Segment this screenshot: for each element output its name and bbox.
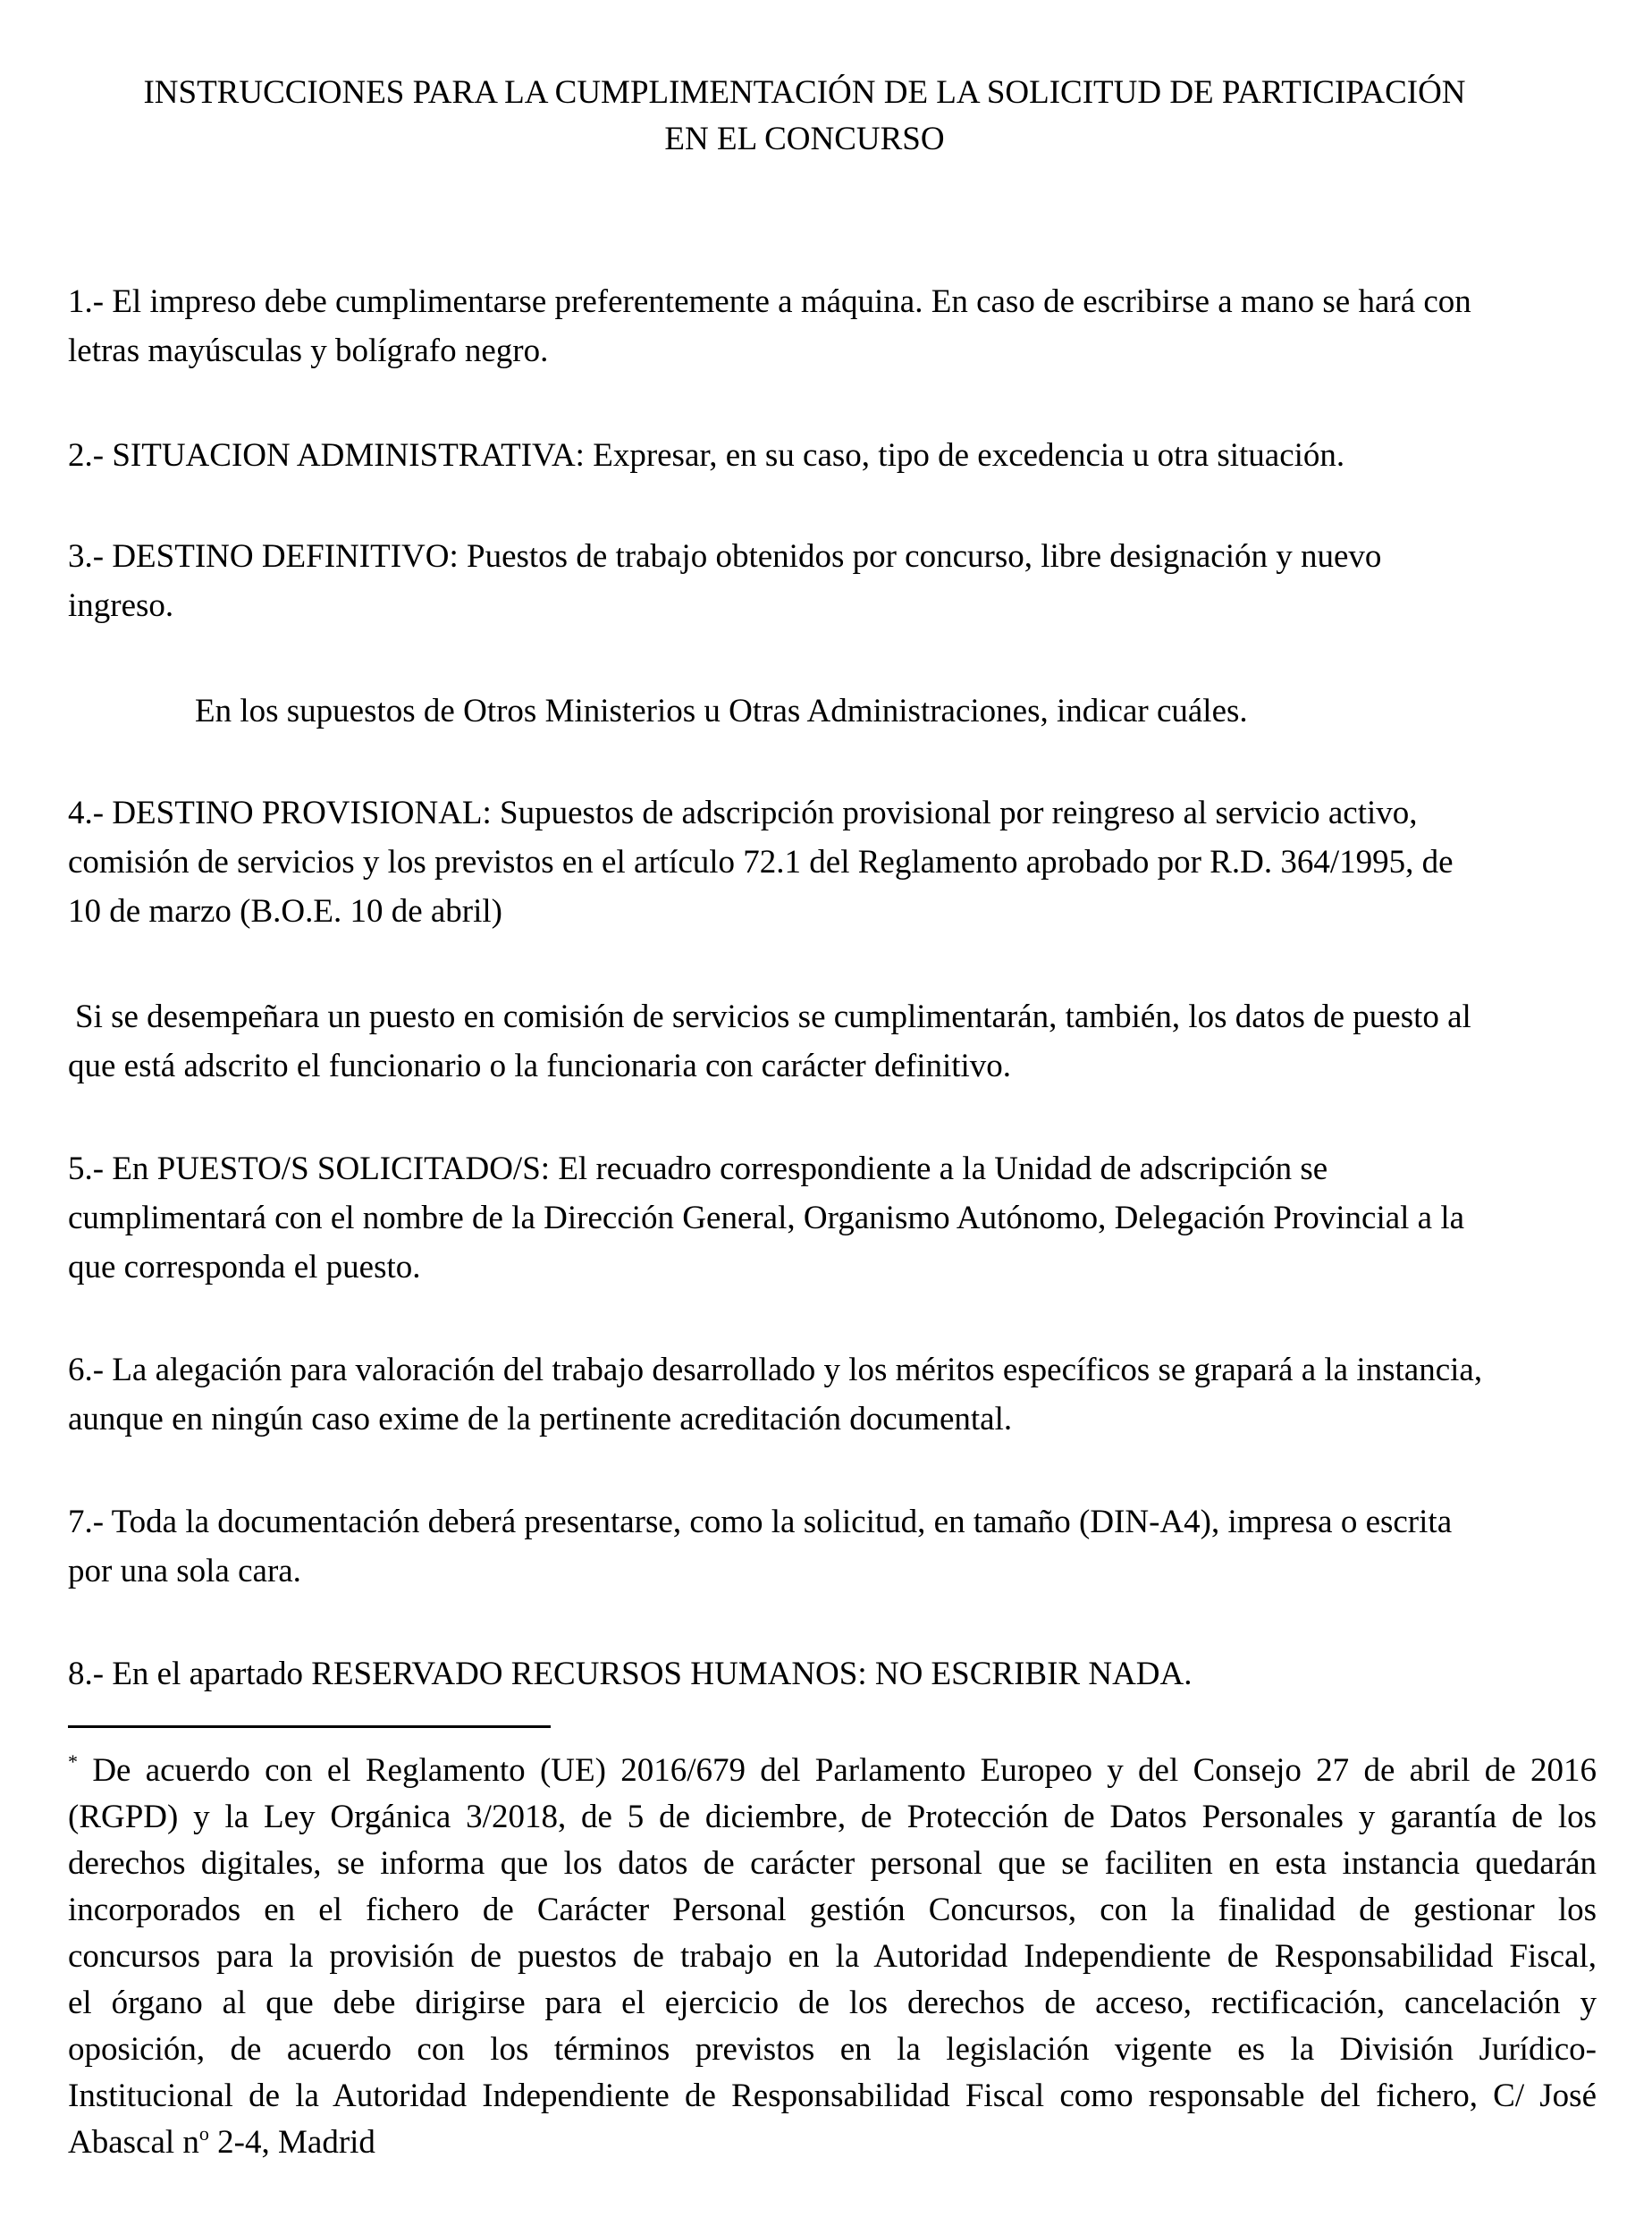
page-title: [0, 70, 1609, 163]
instruction-item-6: [68, 1345, 1588, 1444]
item-5-line-2: cumplimentará con el nombre de la Dirección General, Organismo Autónomo, Delegación Provincial a la: [68, 1200, 1465, 1236]
item-7-line-1: 7.- Toda la documentación deberá presentarse, como la solicitud, en tamaño (DIN-A4), impresa o escrita: [68, 1504, 1453, 1540]
item-4-note-line-2: que está adscrito el funcionario o la funcionaria con carácter definitivo.: [68, 1048, 1012, 1084]
item-3-line-2: ingreso.: [68, 587, 174, 624]
item-1-line-1: 1.- El impreso debe cumplimentarse preferentemente a máquina. En caso de escribirse a mano se hará con: [68, 283, 1471, 320]
footnote-line-9-before: Abascal n: [68, 2124, 199, 2161]
item-5-line-1: 5.- En PUESTO/S SOLICITADO/S: El recuadro correspondiente a la Unidad de adscripción se: [68, 1151, 1328, 1187]
footnote-line-9: [68, 2120, 1597, 2166]
instruction-item-4: [68, 788, 1588, 936]
footnote-line-5: concursos para la provisión de puestos de trabajo en la Autoridad Independiente de Responsabilidad Fiscal,: [68, 1938, 1597, 1975]
footnote-line-1-text: De acuerdo con el Reglamento (UE) 2016/679 del Parlamento Europeo y del Consejo 27 de abril de 2016: [92, 1752, 1597, 1789]
instruction-item-2: [68, 431, 1588, 480]
instruction-item-3-note: [195, 687, 1652, 736]
item-6-line-1: 6.- La alegación para valoración del trabajo desarrollado y los méritos específicos se grapará a la instancia,: [68, 1352, 1483, 1388]
footnote-line-6: el órgano al que debe dirigirse para el ejercicio de los derechos de acceso, rectificación, cancelación y: [68, 1985, 1597, 2021]
item-2-line-1: 2.- SITUACION ADMINISTRATIVA: Expresar, en su caso, tipo de excedencia u otra situación.: [68, 437, 1345, 474]
item-3-note-line-1: En los supuestos de Otros Ministerios u Otras Administraciones, indicar cuáles.: [195, 693, 1248, 729]
instruction-item-1: [68, 277, 1588, 375]
item-5-line-3: que corresponda el puesto.: [68, 1249, 421, 1286]
footnote-line-7: oposición, de acuerdo con los términos previstos en la legislación vigente es la División Jurídico-: [68, 2031, 1597, 2068]
item-4-line-1: 4.- DESTINO PROVISIONAL: Supuestos de adscripción provisional por reingreso al servicio activo,: [68, 795, 1418, 831]
footnote-separator: [68, 1725, 551, 1728]
instruction-item-4-note: [68, 992, 1588, 1091]
footnote-line-2: (RGPD) y la Ley Orgánica 3/2018, de 5 de diciembre, de Protección de Datos Personales y garantía de los: [68, 1799, 1597, 1835]
footnote-line-1: [68, 1748, 1597, 1794]
title-line-1: INSTRUCCIONES PARA LA CUMPLIMENTACIÓN DE LA SOLICITUD DE PARTICIPACIÓN: [143, 74, 1466, 111]
footnote: [68, 1748, 1597, 2166]
instruction-item-5: [68, 1144, 1588, 1292]
instruction-item-7: [68, 1497, 1588, 1596]
item-4-note-line-1: Si se desempeñara un puesto en comisión de servicios se cumplimentarán, también, los datos de puesto al: [75, 999, 1471, 1035]
item-4-line-3: 10 de marzo (B.O.E. 10 de abril): [68, 893, 502, 930]
instruction-item-3: [68, 532, 1588, 630]
footnote-line-9-after: 2-4, Madrid: [208, 2124, 375, 2161]
footnote-line-4: incorporados en el fichero de Carácter Personal gestión Concursos, con la finalidad de gestionar los: [68, 1892, 1597, 1928]
instruction-item-8: [68, 1649, 1588, 1699]
title-line-2: EN EL CONCURSO: [664, 121, 945, 157]
footnote-line-3: derechos digitales, se informa que los datos de carácter personal que se faciliten en esta instancia quedarán: [68, 1845, 1597, 1882]
item-4-line-2: comisión de servicios y los previstos en el artículo 72.1 del Reglamento aprobado por R.D. 364/1995, de: [68, 844, 1454, 881]
item-3-line-1: 3.- DESTINO DEFINITIVO: Puestos de trabajo obtenidos por concurso, libre designación y nuevo: [68, 538, 1382, 575]
footnote-line-8: Institucional de la Autoridad Independiente de Responsabilidad Fiscal como responsable del fichero, C/ José: [68, 2078, 1597, 2114]
item-7-line-2: por una sola cara.: [68, 1553, 301, 1589]
item-8-line-1: 8.- En el apartado RESERVADO RECURSOS HUMANOS: NO ESCRIBIR NADA.: [68, 1656, 1193, 1692]
item-1-line-2: letras mayúsculas y bolígrafo negro.: [68, 333, 549, 369]
footnote-line-9-superscript: o: [198, 2122, 209, 2145]
item-6-line-2: aunque en ningún caso exime de la pertinente acreditación documental.: [68, 1401, 1013, 1437]
footnote-marker: *: [68, 1750, 78, 1773]
